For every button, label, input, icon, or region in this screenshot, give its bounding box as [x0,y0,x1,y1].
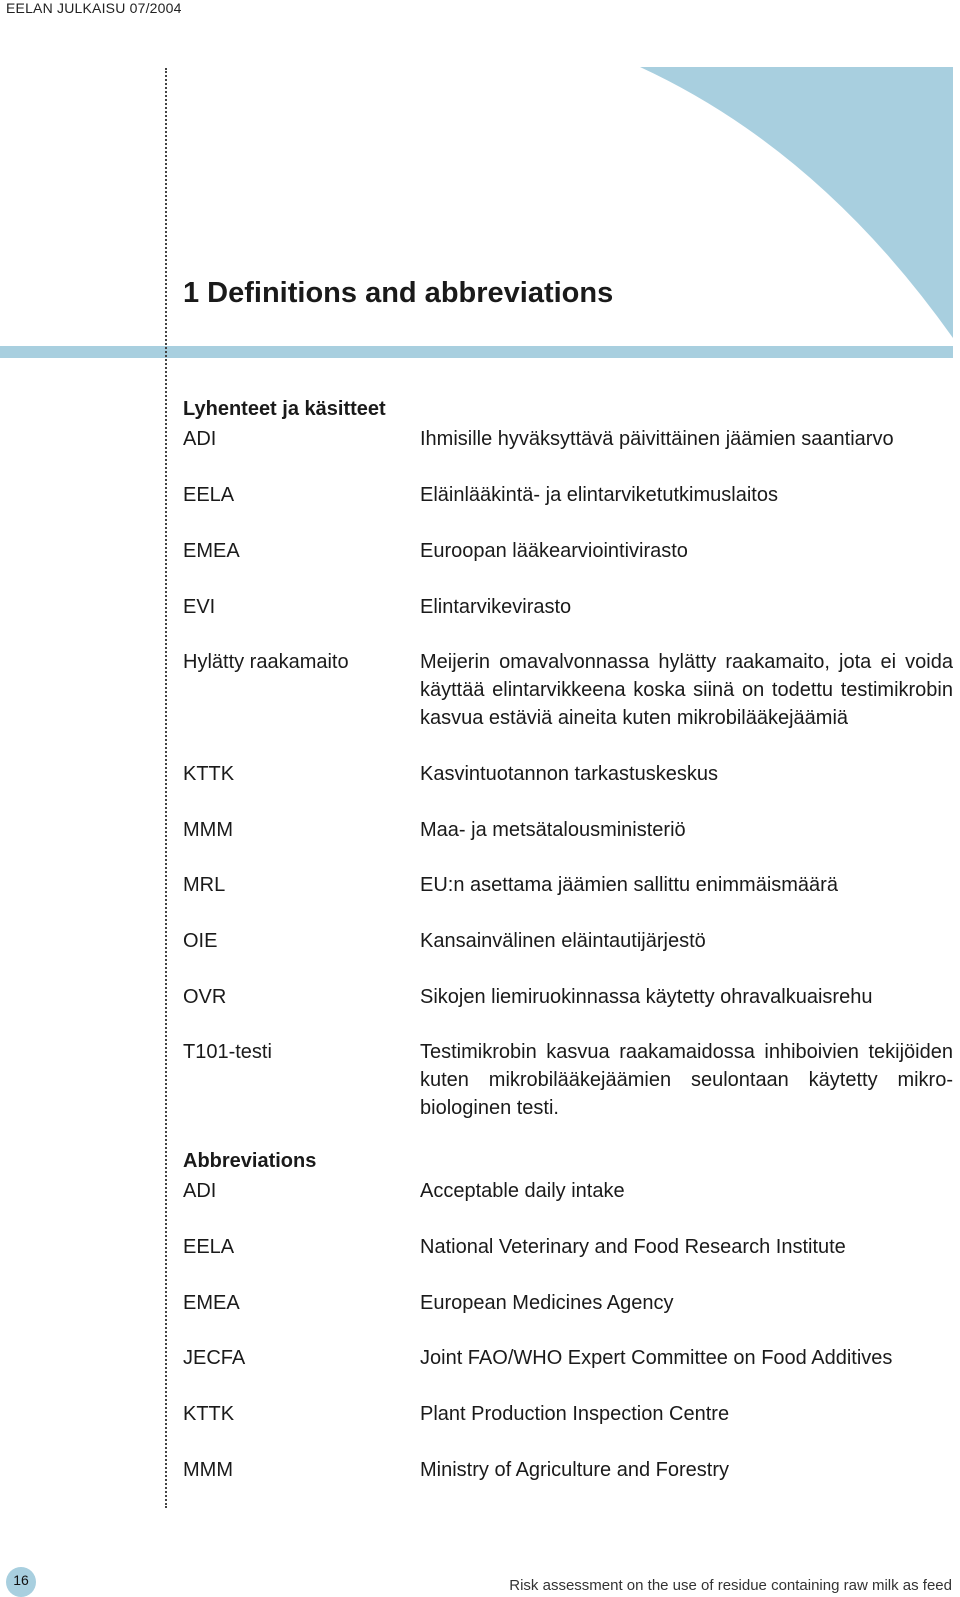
page-number: 16 [6,1567,36,1597]
term: JECFA [183,1347,246,1369]
term: MRL [183,874,226,896]
term: MMM [183,1459,233,1481]
definition: Kansainvälinen eläintautijärjestö [420,930,706,952]
term: EVI [183,596,216,618]
definition: Joint FAO/WHO Expert Committee on Food Additives [420,1347,893,1369]
dotted-margin-line [165,68,167,1508]
term: OVR [183,986,227,1008]
finnish-section-heading: Lyhenteet ja käsitteet [183,398,386,420]
term: T101-testi [183,1041,272,1063]
definition: Ministry of Agriculture and Forestry [420,1459,729,1481]
definition: EU:n asettama jäämien sallittu enimmäismäärä [420,874,838,896]
term: EMEA [183,540,240,562]
publication-header: EELAN JULKAISU 07/2004 [6,0,182,16]
term: Hylätty raakamaito [183,651,349,673]
decorative-curve [640,67,953,338]
term: ADI [183,428,217,450]
term: EMEA [183,1292,240,1314]
definition: Plant Production Inspection Centre [420,1403,730,1425]
term: MMM [183,819,233,841]
term: OIE [183,930,218,952]
chapter-title: 1 Definitions and abbreviations [183,277,614,309]
english-section-heading: Abbreviations [183,1150,317,1172]
definition: Testimikrobin kasvua raakamaidossa inhiboivien tekijöiden kuten mikrobilääkejäämien seulontaan käytetty mikrobiologinen testi. [420,1041,953,1119]
term: ADI [183,1180,217,1202]
definition: Kasvintuotannon tarkastuskeskus [420,763,718,785]
term: EELA [183,484,235,506]
definition: Meijerin omavalvonnassa hylätty raakamaito, jota ei voida käyttää elintarvikkeena koska siinä on todettu testimikrobin kasvua estäviä aineita kuten mikrobilääkejäämiä [420,651,953,729]
term: KTTK [183,763,235,785]
definition: European Medicines Agency [420,1292,674,1314]
definition: Sikojen liemiruokinnassa käytetty ohravalkuaisrehu [420,986,873,1008]
definition: Elintarvikevirasto [420,596,572,618]
term: KTTK [183,1403,235,1425]
definition: National Veterinary and Food Research Institute [420,1236,846,1258]
running-footer: Risk assessment on the use of residue containing raw milk as feed [509,1577,952,1594]
definition: Acceptable daily intake [420,1180,625,1202]
term: EELA [183,1236,235,1258]
decorative-band [0,346,953,358]
definition: Euroopan lääkearviointivirasto [420,540,688,562]
definition: Ihmisille hyväksyttävä päivittäinen jäämien saantiarvo [420,428,894,450]
definition: Maa- ja metsätalousministeriö [420,819,686,841]
definition: Eläinlääkintä- ja elintarviketutkimuslaitos [420,484,778,506]
